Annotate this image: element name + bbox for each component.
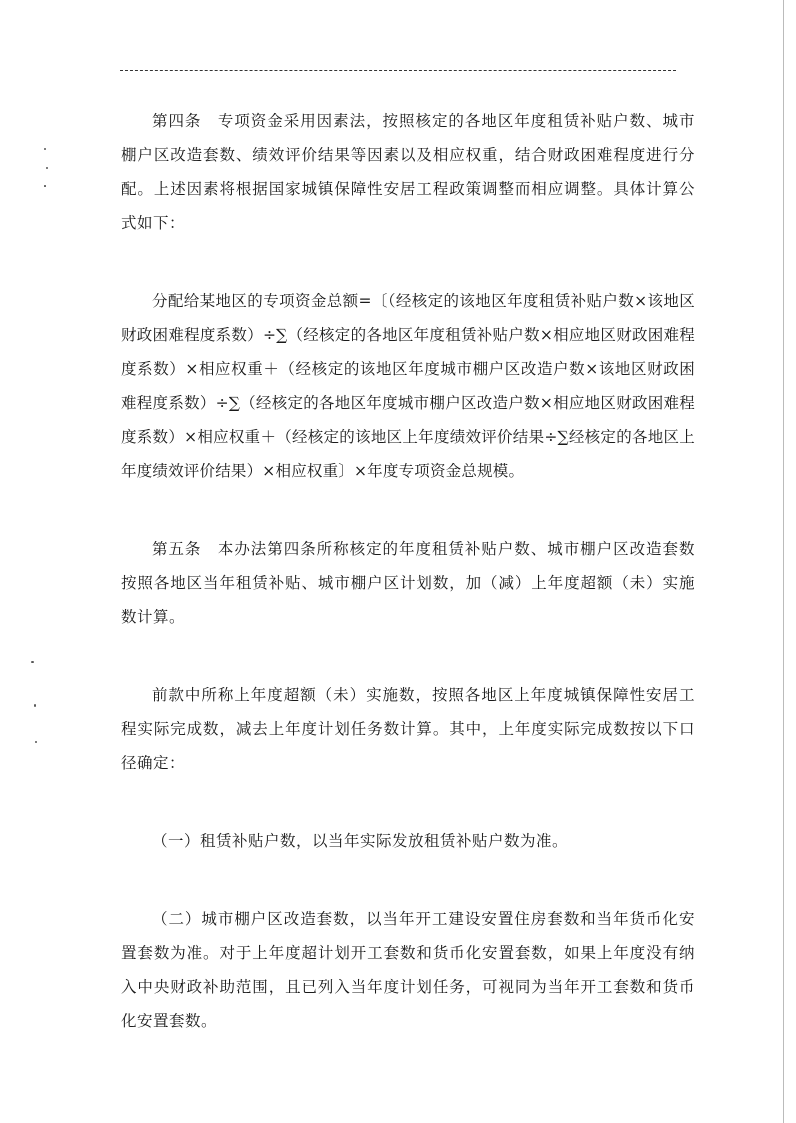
scan-speck (34, 704, 36, 707)
paragraph-article-4: 第四条 专项资金采用因素法，按照核定的各地区年度租赁补贴户数、城市棚户区改造套数、绩效评价结果等因素以及相应权重，结合财政困难程度进行分配。上述因素将根据国家城镇保障性安居工程政策调整而相应调整。具体计算公式如下： (121, 112, 695, 232)
header-rule (120, 70, 676, 71)
paragraph-prior-year-excess: 前款中所称上年度超额（未）实施数，按照各地区上年度城镇保障性安居工程实际完成数，减去上年度计划任务数计算。其中，上年度实际完成数按以下口径确定： (121, 686, 695, 772)
paragraph-item-1: （一）租赁补贴户数，以当年实际发放租赁补贴户数为准。 (152, 832, 569, 850)
scan-speck (44, 148, 46, 150)
scan-speck (46, 167, 48, 169)
paragraph-item-2: （二）城市棚户区改造套数，以当年开工建设安置住房套数和当年货币化安置套数为准。对于上年度超计划开工套数和货币化安置套数，如果上年度没有纳入中央财政补助范围，且已列入当年度计划任务，可视同为当年开工套数和货币化安置套数。 (121, 910, 695, 1030)
paragraph-formula: 分配给某地区的专项资金总额=〔（经核定的该地区年度租赁补贴户数×该地区财政困难程度系数）÷∑（经核定的各地区年度租赁补贴户数×相应地区财政困难程度系数）×相应权重＋（经核定的该地区年度城市棚户区改造户数×该地区财政困难程度系数）÷∑（经核定的各地区年度城市棚户区改造户数×相应地区财政困难程度系数）×相应权重＋（经核定的该地区上年度绩效评价结果÷∑经核定的各地区上年度绩效评价结果）×相应权重〕×年度专项资金总规模。 (121, 292, 695, 480)
scan-speck (35, 741, 37, 743)
scan-edge (783, 0, 784, 1123)
scan-speck (44, 185, 46, 187)
paragraph-article-5: 第五条 本办法第四条所称核定的年度租赁补贴户数、城市棚户区改造套数按照各地区当年租赁补贴、城市棚户区计划数，加（减）上年度超额（未）实施数计算。 (121, 540, 695, 626)
document-body (121, 104, 695, 1082)
scan-speck (31, 661, 34, 663)
